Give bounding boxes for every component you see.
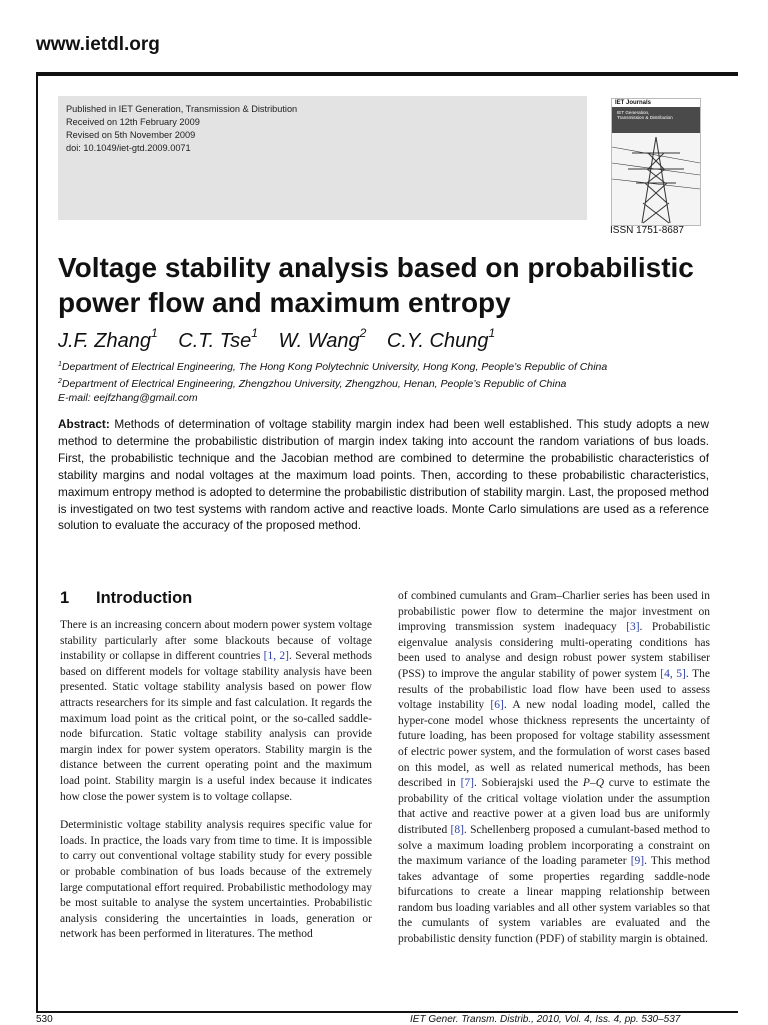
- paragraph: Deterministic voltage stability analysis requires specific value for loads. In practice, the loads vary from time to time. It is impossible to carry out conventional voltage stability study for every possible or probable combination of bus loads because of the extremely large computational effort required. Probabilistic methodology may be most suitable to analyse the system uncertainties. Probabilistic analysis considering the uncertainties in loads, generation or network has been performed in literatures. The method: [60, 819, 372, 941]
- citation-link[interactable]: [1, 2]: [263, 650, 290, 663]
- abstract-text: Methods of determination of voltage stability margin index had been well established. This study adopts a new method to determine the probabilistic distribution of margin index taking into account the random variations of bus loads. First, the probabilistic technique and the Jacobian method are combined to determine the probabilistic characteristics of stability margins and nodal voltages at the maximum load points. Then, according to these probabilistic characteristics, maximum entropy method is adopted to determine the probabilistic distribution of stability margin. Last, the proposed method is investigated on two test systems with random active and reactive loads. Monte Carlo simulations are used as a reference solution to evaluate the accuracy of the proposed method.: [58, 417, 709, 533]
- author: J.F. Zhang$^1$: [58, 326, 158, 352]
- transmission-tower-icon: [612, 133, 700, 225]
- math-term: P–Q: [582, 777, 605, 790]
- publication-info-box: [58, 96, 587, 220]
- site-url[interactable]: www.ietdl.org: [36, 34, 160, 55]
- journal-cover-image: [611, 98, 701, 226]
- citation-link[interactable]: [9]: [630, 855, 645, 868]
- contact-email[interactable]: E-mail: eejfzhang@gmail.com: [58, 392, 198, 404]
- abstract: [58, 416, 709, 534]
- citation-link[interactable]: [6]: [490, 699, 504, 712]
- citation-link[interactable]: [8]: [450, 823, 464, 836]
- doi[interactable]: doi: 10.1049/iet-gtd.2009.0071: [66, 143, 191, 153]
- cover-title: IET Generation, Transmission & Distribution: [617, 110, 673, 121]
- revised-date: Revised on 5th November 2009: [66, 130, 196, 140]
- author-list: [58, 326, 510, 353]
- journal-citation: IET Gener. Transm. Distrib., 2010, Vol. 4, Iss. 4, pp. 530–537: [410, 1014, 681, 1025]
- issn: ISSN 1751-8687: [610, 225, 684, 236]
- citation-link[interactable]: [7]: [460, 777, 475, 790]
- author: W. Wang$^2$: [278, 326, 367, 352]
- citation-link[interactable]: [4, 5]: [660, 667, 686, 680]
- abstract-label: Abstract:: [58, 417, 110, 431]
- affiliations: [58, 358, 607, 406]
- cover-brand: IET Journals: [615, 100, 652, 106]
- left-column: [60, 585, 372, 943]
- affiliation: $^2$Department of Electrical Engineering, Zhengzhou University, Zhengzhou, Henan, People’s Republic of China: [58, 377, 567, 390]
- section-heading: 1 Introduction: [60, 589, 193, 607]
- journal-line: Published in IET Generation, Transmission & Distribution: [66, 104, 298, 114]
- page-number: 530: [36, 1014, 53, 1025]
- header-rule: [36, 72, 738, 76]
- article-title: Voltage stability analysis based on probabilistic power flow and maximum entropy: [58, 252, 694, 318]
- author: C.T. Tse$^1$: [178, 326, 258, 352]
- footer-rule: [36, 1011, 738, 1013]
- author: C.Y. Chung$^1$: [386, 326, 496, 352]
- page-border-left: [36, 72, 38, 1012]
- citation-link[interactable]: [3]: [626, 621, 640, 634]
- paragraph: There is an increasing concern about modern power system voltage stability particularly after some blackouts because of voltage instability or collapse in different countries [1, 2]. Several methods based on different models for voltage stability analysis have been presented. Static voltage stability analysis based on power flow attracts researchers for its simple and fast calculation. It regards the maximum load point as the critical point, or the so-called saddle-node bifurcation. Static voltage stability analysis can provide margin index for power system operators. Stability margin is the distance between the current operating point and the maximum load point. Stability margin is a useful index because it indicates how close the power system is to voltage collapse.: [60, 619, 372, 803]
- received-date: Received on 12th February 2009: [66, 117, 200, 127]
- right-column: [398, 589, 710, 948]
- affiliation: $^1$Department of Electrical Engineering, The Hong Kong Polytechnic University, Hong Kong, People’s Republic of China: [58, 361, 608, 373]
- paragraph: of combined cumulants and Gram–Charlier series has been used in probabilistic power flow to determine the major investment on improving transmission system inadequacy [3]. Probabilistic eigenvalue analysis considering multi-operating conditions has been used to analyse and design robust power system stabiliser (PSS) to improve the angular stability of power system [4, 5]. The results of the probabilistic load flow have been used to assess voltage instability [6]. A new nodal loading model, called the hyper-cone model whose thickness represents the uncertainty of future loading, has been proposed for voltage stability assessment of electric power system, and the formulation of worst cases based on this model, as well as related numerical methods, has been described in [7]. Sobierajski used the P–Q curve to estimate the probability of the critical voltage violation under the assumption that active and reactive power at a given load bus are uniformly distributed [8]. Schellenberg proposed a cumulant-based method to solve a maximum loading problem incorporating a constraint on the maximum variance of the loading parameter [9]. This method takes advantage of some properties regarding saddle-node bifurcations to create a linear mapping relationship between random bus loading variables and all other system variables so that the cumulants of system variables are evaluated and the probabilistic density function (PDF) of stability margin is obtained.: [398, 590, 711, 946]
